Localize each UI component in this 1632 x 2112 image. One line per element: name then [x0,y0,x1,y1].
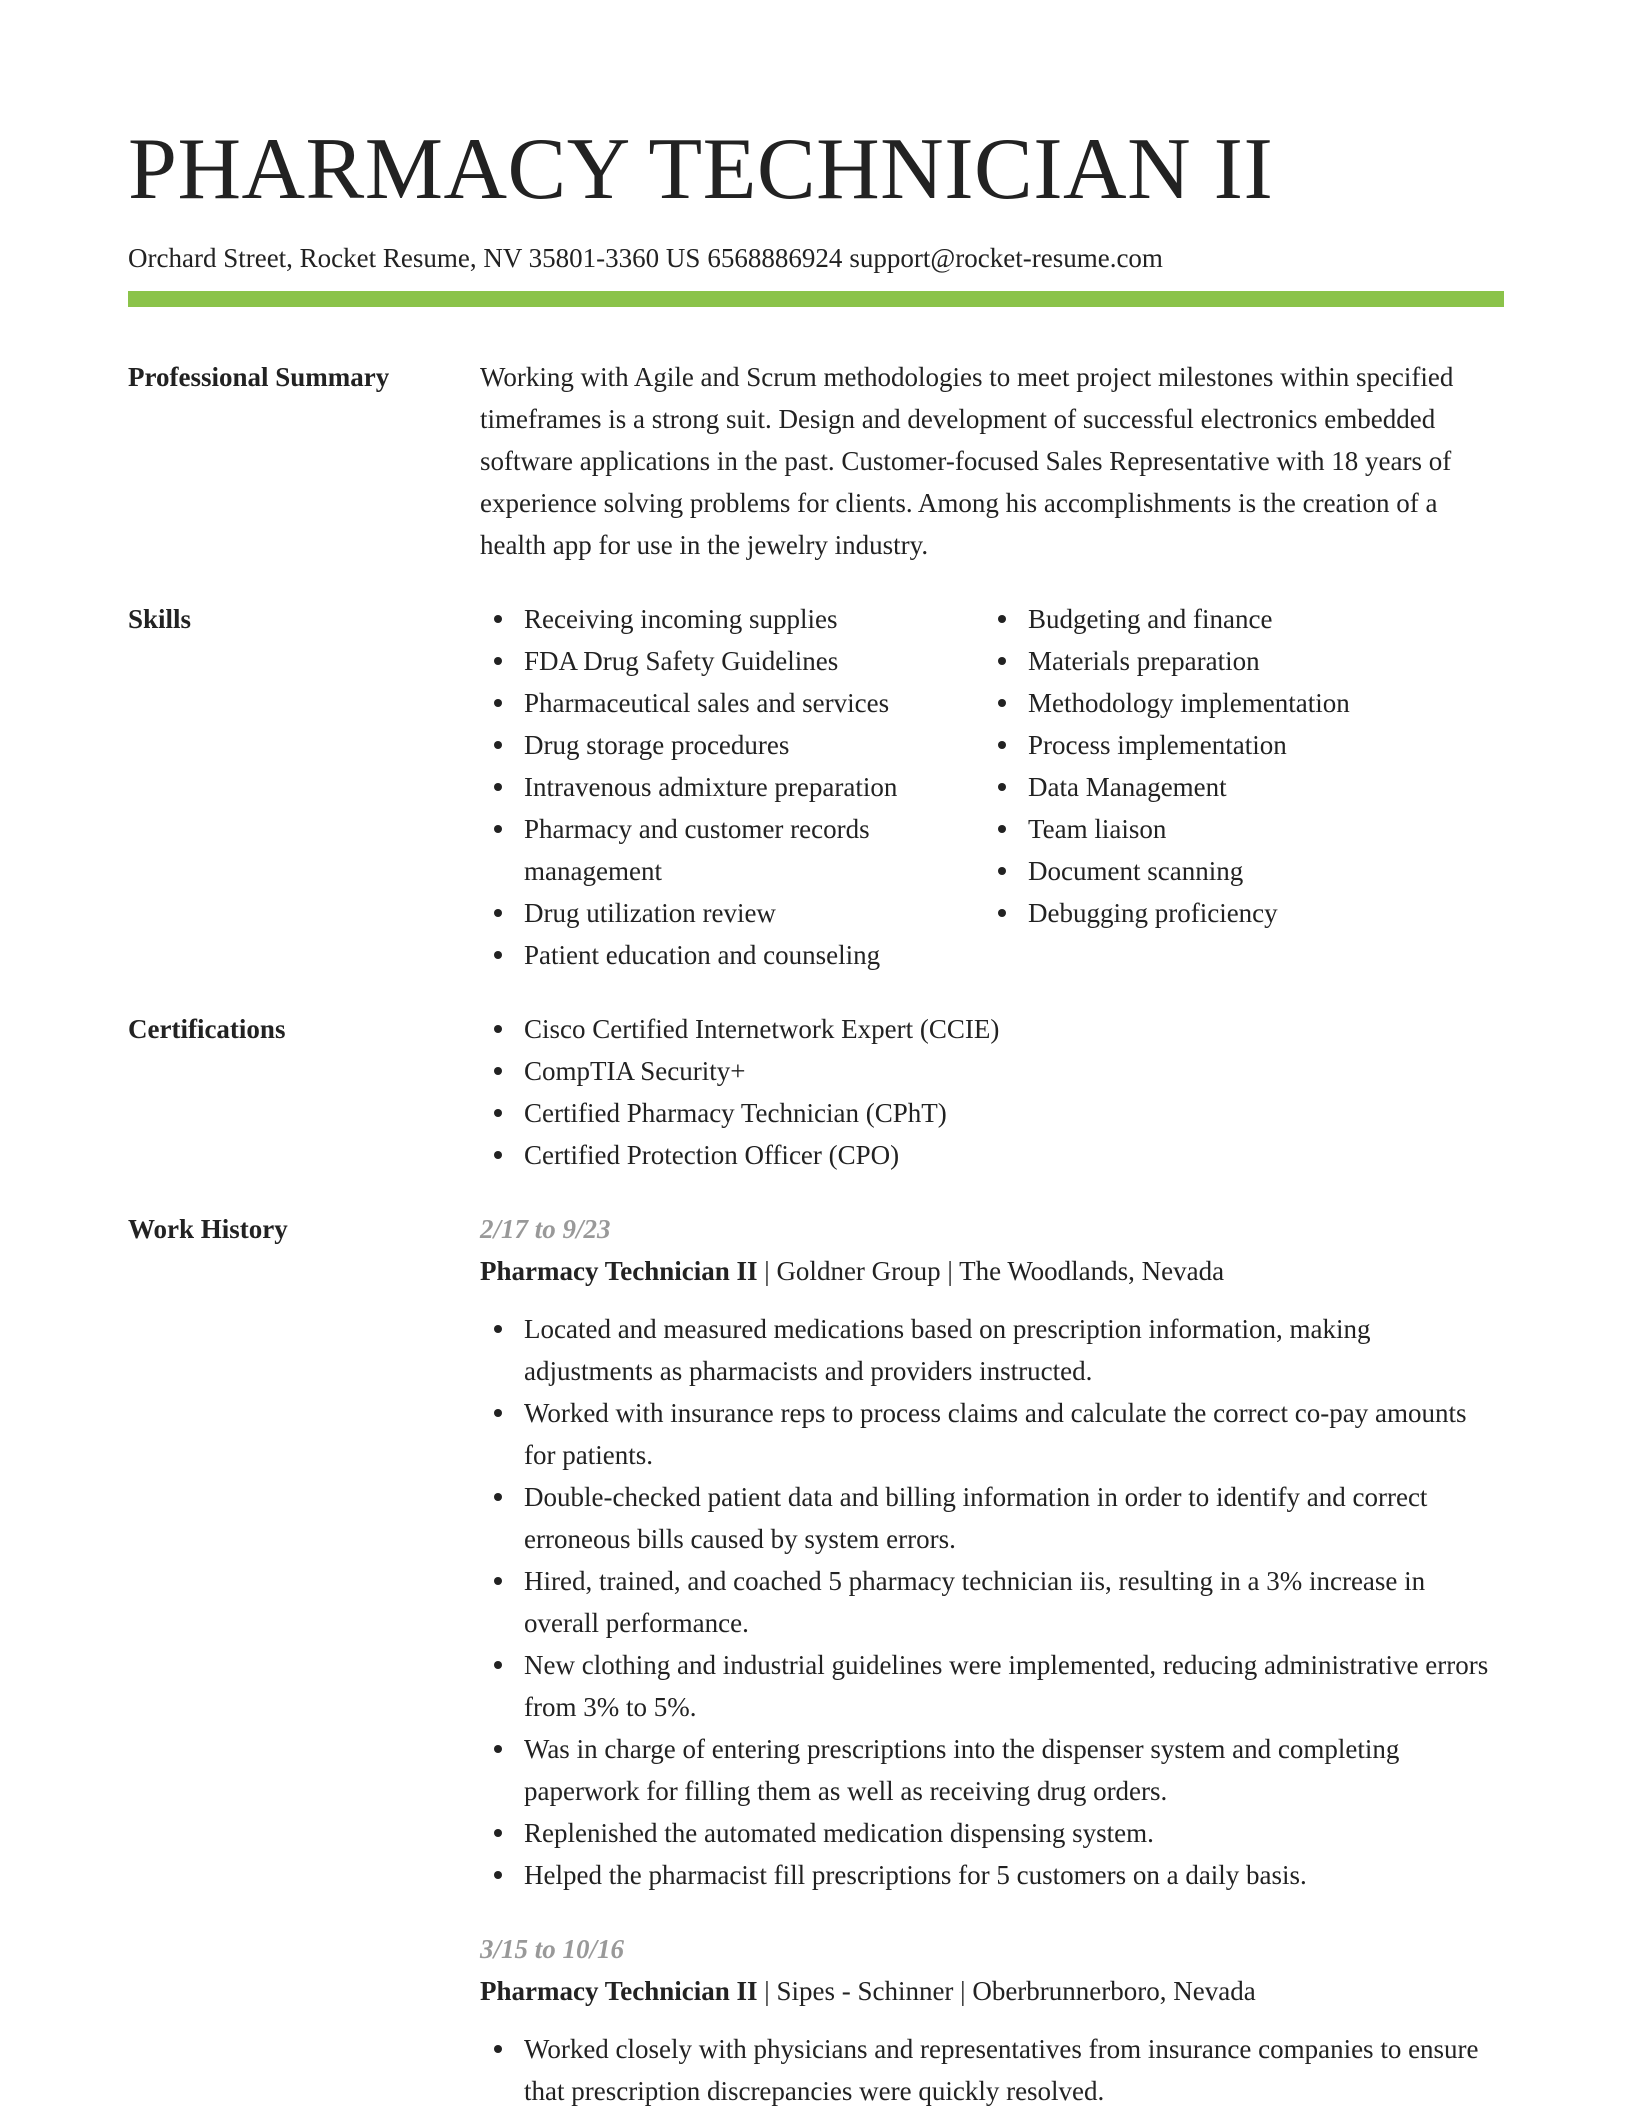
job-entry [480,1928,1504,2112]
job-company: Goldner Group [776,1256,941,1286]
summary-heading: Professional Summary [128,362,390,392]
resume-page [128,120,1504,2112]
job-bullet: Hired, trained, and coached 5 pharmacy technician iis, resulting in a 3% increase in overall performance. [480,1560,1504,1644]
skill-item: Team liaison [984,808,1488,850]
job-bullet-list [480,1308,1504,1896]
skills-list-right [984,598,1488,976]
skills-heading: Skills [128,604,192,634]
certification-item: Certified Protection Officer (CPO) [480,1134,1504,1176]
certifications-heading: Certifications [128,1014,286,1044]
skill-item: Debugging proficiency [984,892,1488,934]
certifications-section [128,1008,1504,1176]
job-bullet: Replenished the automated medication dispensing system. [480,1812,1504,1854]
resume-name: PHARMACY TECHNICIAN II [128,121,1274,218]
job-dates: 3/15 to 10/16 [480,1934,625,1964]
job-company: Sipes - Schinner [776,1976,954,2006]
skill-item: Process implementation [984,724,1488,766]
contact-line [128,240,1504,276]
job-location: Oberbrunnerboro, Nevada [972,1976,1256,2006]
job-location: The Woodlands, Nevada [959,1256,1225,1286]
job-entry [480,1208,1504,1896]
skill-item: Methodology implementation [984,682,1488,724]
skill-item: Receiving incoming supplies [480,598,984,640]
skill-item: Pharmaceutical sales and services [480,682,984,724]
summary-section [128,356,1504,566]
job-title: Pharmacy Technician II [480,1256,758,1286]
job-bullet: Located and measured medications based on prescription information, making adjustments as pharmacists and providers instructed. [480,1308,1504,1392]
skills-list-left [480,598,984,976]
job-heading: Pharmacy Technician II | Sipes - Schinner | Oberbrunnerboro, Nevada [480,1976,1256,2006]
skill-item: Drug storage procedures [480,724,984,766]
contact-phone: 6568886924 [707,243,843,273]
job-title: Pharmacy Technician II [480,1976,758,2006]
skill-item: Intravenous admixture preparation [480,766,984,808]
contact-email: support@rocket-resume.com [849,243,1163,273]
certification-item: Certified Pharmacy Technician (CPhT) [480,1092,1504,1134]
skill-item: Drug utilization review [480,892,984,934]
job-heading: Pharmacy Technician II | Goldner Group | The Woodlands, Nevada [480,1256,1225,1286]
job-bullet: Helped the pharmacist fill prescriptions for 5 customers on a daily basis. [480,1854,1504,1896]
job-bullet: New clothing and industrial guidelines were implemented, reducing administrative errors from 3% to 5%. [480,1644,1504,1728]
header-divider [128,291,1504,307]
skill-item: Budgeting and finance [984,598,1488,640]
job-bullet-list [480,2028,1504,2112]
work-history-section [128,1208,1504,2112]
skill-item: Materials preparation [984,640,1488,682]
job-bullet: Double-checked patient data and billing information in order to identify and correct erroneous bills caused by system errors. [480,1476,1504,1560]
skill-item: FDA Drug Safety Guidelines [480,640,984,682]
job-bullet: Worked with insurance reps to process claims and calculate the correct co-pay amounts for patients. [480,1392,1504,1476]
job-dates: 2/17 to 9/23 [480,1214,611,1244]
skill-item: Pharmacy and customer records management [480,808,984,892]
skill-item: Data Management [984,766,1488,808]
work-history-heading: Work History [128,1214,288,1244]
certification-item: Cisco Certified Internetwork Expert (CCIE) [480,1008,1504,1050]
summary-text: Working with Agile and Scrum methodologies to meet project milestones within specified timeframes is a strong suit. Design and development of successful electronics embedded software applications in the past. Customer-focused Sales Representative with 18 years of experience solving problems for clients. Among his accomplishments is the creation of a health app for use in the jewelry industry. [480,362,1454,560]
job-bullet: Worked closely with physicians and representatives from insurance companies to ensure that prescription discrepancies were quickly resolved. [480,2028,1504,2112]
job-bullet: Was in charge of entering prescriptions into the dispenser system and completing paperwork for filling them as well as receiving drug orders. [480,1728,1504,1812]
skill-item: Document scanning [984,850,1488,892]
contact-address: Orchard Street, Rocket Resume, NV 35801-3360 US [128,243,701,273]
certification-item: CompTIA Security+ [480,1050,1504,1092]
skill-item: Patient education and counseling [480,934,984,976]
skills-section [128,598,1504,976]
certifications-list [480,1008,1504,1176]
